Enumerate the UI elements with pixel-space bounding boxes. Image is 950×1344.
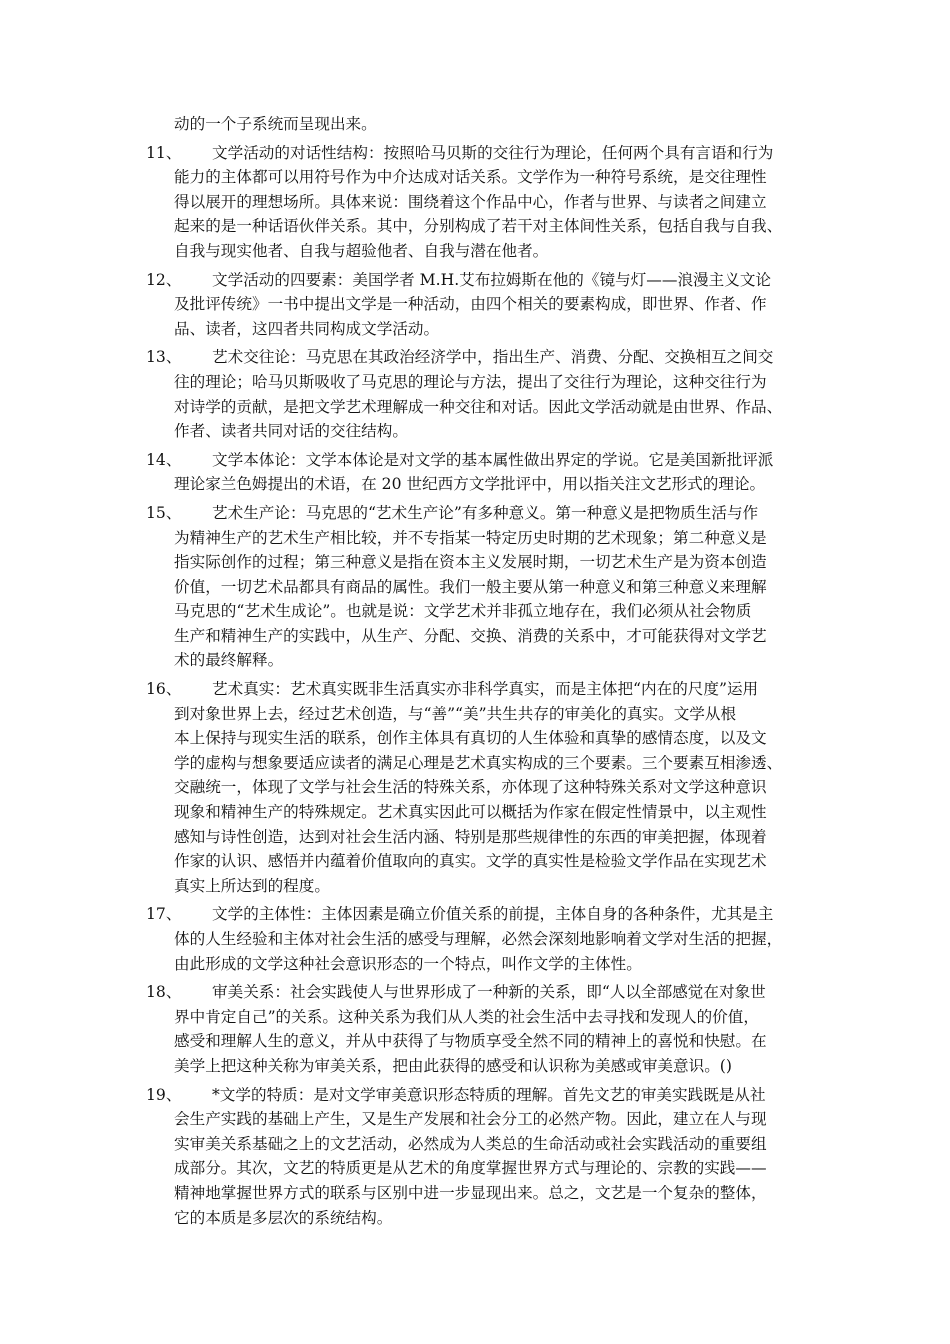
text-line: 由此形成的文学这种社会意识形态的一个特点，叫作文学的主体性。 [174,954,642,973]
text-line: 指实际创作的过程；第三种意义是指在资本主义发展时期，一切艺术生产是为资本创造 [174,553,767,572]
entry-number: 17、 [146,905,182,924]
numbered-entry [0,268,950,342]
text-line: 体的人生经验和主体对社会生活的感受与理解，必然会深刻地影响着文学对生活的把握， [174,930,783,948]
text-line: 实审美关系基础之上的文艺活动，必然成为人类总的生命活动或社会实践活动的重要组 [174,1134,767,1153]
text-line: 作者、读者共同对话的交往结构。 [174,422,408,441]
entry-number: 15、 [146,503,182,522]
numbered-entry [0,902,950,976]
entry-text: 文学的主体性：主体因素是确立价值关系的前提，主体自身的各种条件，尤其是主 [212,905,774,924]
numbered-entry [0,448,950,497]
text-line: 能力的主体都可以用符号作为中介达成对话关系。文学作为一种符号系统，是交往理性 [174,168,767,187]
text-line: 感知与诗性创造，达到对社会生活内涵、特别是那些规律性的东西的审美把握，体现着 [174,827,767,846]
entry-first-line [0,141,950,166]
entry-text: 艺术交往论：马克思在其政治经济学中，指出生产、消费、分配、交换相互之间交 [212,348,774,367]
numbered-entry [0,677,950,898]
text-line: 现象和精神生产的特殊规定。艺术真实因此可以概括为作家在假定性情景中，以主观性 [174,803,767,822]
entry-first-line [0,501,950,526]
text-line: 往的理论；哈马贝斯吸收了马克思的理论与方法，提出了交往行为理论，这种交往行为 [174,372,767,391]
text-line: 术的最终解释。 [174,651,284,670]
text-line: 生产和精神生产的实践中，从生产、分配、交换、消费的关系中，才可能获得对文学艺 [174,626,767,645]
text-line: 作家的认识、感悟并内蕴着价值取向的真实。文学的真实性是检验文学作品在实现艺术 [174,852,767,871]
entry-first-line [0,1083,950,1108]
text-line: 交融统一，体现了文学与社会生活的特殊关系，亦体现了这种特殊关系对文学这种意识 [174,778,767,797]
numbered-entry [0,345,950,443]
entry-number: 12、 [146,270,182,289]
entry-first-line [0,902,950,927]
numbered-entry [0,980,950,1078]
entry-first-line [0,345,950,370]
text-line: 对诗学的贡献，是把文学艺术理解成一种交往和对话。因此文学活动就是由世界、作品、 [174,397,783,416]
entry-text: 审美关系：社会实践使人与世界形成了一种新的关系，即“人以全部感觉在对象世 [212,983,766,1002]
text-line: 起来的是一种话语伙伴关系。其中，分别构成了若干对主体间性关系，包括自我与自我、 [174,217,783,236]
entry-number: 18、 [146,983,182,1002]
entry-text: 文学活动的对话性结构：按照哈马贝斯的交往行为理论，任何两个具有言语和行为 [212,143,774,162]
entry-first-line [0,268,950,293]
entry-text: *文学的特质：是对文学审美意识形态特质的理解。首先文艺的审美实践既是从社 [212,1085,766,1104]
text-line: 它的本质是多层次的系统结构。 [174,1208,393,1227]
text-line: 精神地掌握世界方式的联系与区别中进一步显现出来。总之，文艺是一个复杂的整体， [174,1183,767,1202]
entry-first-line [0,677,950,702]
text-line: 本上保持与现实生活的联系，创作主体具有真切的人生体验和真挚的感情态度，以及文 [174,729,767,748]
numbered-entry [0,1083,950,1231]
entry-number: 11、 [146,143,182,162]
entry-number: 19、 [146,1085,182,1104]
entry-text: 艺术生产论：马克思的“艺术生产论”有多种意义。第一种意义是把物质生活与作 [212,503,759,522]
numbered-entry [0,501,950,673]
text-line: 得以展开的理想场所。具体来说：围绕着这个作品中心，作者与世界、与读者之间建立 [174,192,767,211]
intro-continuation [0,112,950,137]
entry-text: 艺术真实：艺术真实既非生活真实亦非科学真实，而是主体把“内在的尺度”运用 [212,680,759,699]
text-line: 品、读者，这四者共同构成文学活动。 [174,319,440,338]
text-line: 马克思的“艺术生成论”。也就是说：文学艺术并非孤立地存在，我们必须从社会物质 [174,602,752,621]
entry-number: 13、 [146,348,182,367]
text-line: 成部分。其次，文艺的特质更是从艺术的角度掌握世界方式与理论的、宗教的实践—— [174,1159,767,1178]
text-line: 学的虚构与想象要适应读者的满足心理是艺术真实构成的三个要素。三个要素互相渗透、 [174,753,783,772]
text-line: 感受和理解人生的意义，并从中获得了与物质享受全然不同的精神上的喜悦和快慰。在 [174,1032,767,1051]
text-line: 美学上把这种关称为审美关系，把由此获得的感受和认识称为美感或审美意识。() [174,1056,732,1075]
text-line: 自我与现实他者、自我与超验他者、自我与潜在他者。 [174,241,549,260]
text-line: 会生产实践的基础上产生，又是生产发展和社会分工的必然产物。因此，建立在人与现 [174,1110,767,1129]
numbered-entry [0,141,950,264]
text-line: 价值，一切艺术品都具有商品的属性。我们一般主要从第一种意义和第三种意义来理解 [174,577,767,596]
document-body [0,112,950,1230]
text-line: 理论家兰色姆提出的术语，在 20 世纪西方文学批评中，用以指关注文艺形式的理论。 [174,475,766,494]
text-line: 及批评传统》一书中提出文学是一种活动，由四个相关的要素构成，即世界、作者、作 [174,295,767,314]
entry-text: 文学本体论：文学本体论是对文学的基本属性做出界定的学说。它是美国新批评派 [212,450,774,469]
text-line: 动的一个子系统而呈现出来。 [174,115,377,133]
text-line: 到对象世界上去，经过艺术创造，与“善”“美”共生共存的审美化的真实。文学从根 [174,704,737,723]
entry-first-line [0,980,950,1005]
entry-first-line [0,448,950,473]
entry-number: 16、 [146,680,182,699]
text-line: 为精神生产的艺术生产相比较，并不专指某一特定历史时期的艺术现象；第二种意义是 [174,528,767,547]
entry-number: 14、 [146,450,182,469]
text-line: 界中肯定自己”的关系。这种关系为我们从人类的社会生活中去寻找和发现人的价值， [174,1007,759,1026]
entry-text: 文学活动的四要素：美国学者 M.H.艾布拉姆斯在他的《镜与灯——浪漫主义文论 [212,270,772,289]
text-line: 真实上所达到的程度。 [174,876,330,895]
